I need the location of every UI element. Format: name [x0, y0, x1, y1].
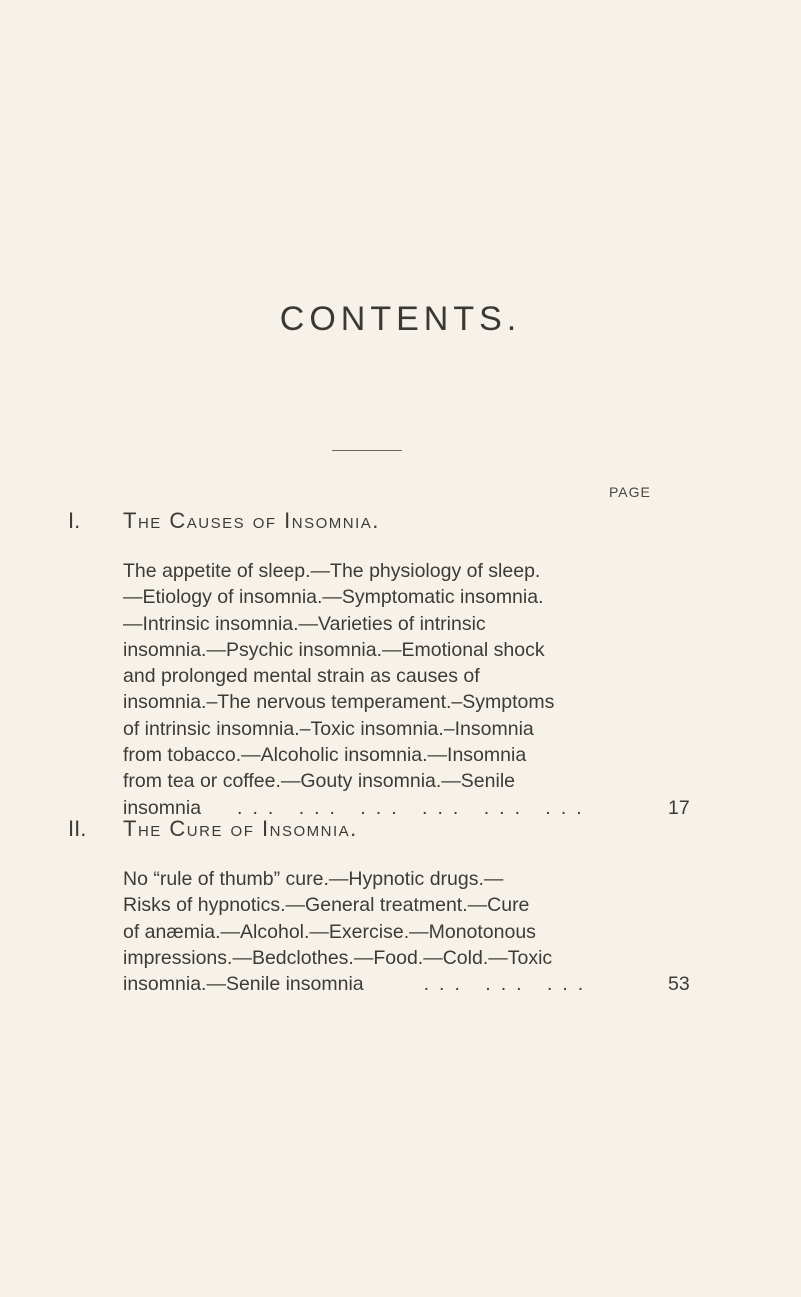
summary-line: —Intrinsic insomnia.—Varieties of intrinsic	[123, 612, 486, 635]
summary-line: from tea or coffee.—Gouty insomnia.—Senile	[123, 770, 515, 793]
dot-leaders: ... ... ... ... ... ...	[237, 796, 592, 819]
summary-line: insomnia.—Psychic insomnia.—Emotional shock	[123, 638, 545, 661]
summary-line: and prolonged mental strain as causes of	[123, 665, 480, 688]
summary-line: The appetite of sleep.—The physiology of sleep.	[123, 560, 541, 582]
chapter-1-entry	[68, 508, 728, 821]
dot-leaders: ... ... ...	[423, 973, 594, 996]
summary-line: insomnia.–The nervous temperament.–Symptoms	[123, 691, 555, 714]
summary-line-end: insomnia.—Senile insomnia	[123, 973, 364, 996]
summary-line: Risks of hypnotics.—General treatment.—Cure	[123, 894, 530, 917]
chapter-2-entry	[68, 816, 728, 997]
summary-line-end: insomnia	[123, 796, 202, 819]
page-number: 17	[668, 796, 690, 819]
page-column-header: PAGE	[609, 484, 651, 500]
chapter-summary	[123, 558, 708, 821]
chapter-number: I.	[68, 508, 81, 533]
page-title: CONTENTS.	[279, 300, 522, 338]
chapter-number: II.	[68, 816, 87, 841]
summary-line: —Etiology of insomnia.—Symptomatic insomnia.	[123, 586, 544, 609]
summary-line: impressions.—Bedclothes.—Food.—Cold.—Toxic	[123, 946, 553, 969]
chapter-heading	[68, 816, 728, 846]
chapter-title: The Causes of Insomnia.	[123, 508, 380, 533]
title-rule	[332, 450, 402, 451]
page-number: 53	[668, 973, 690, 996]
chapter-title: The Cure of Insomnia.	[123, 816, 358, 841]
chapter-heading	[68, 508, 728, 538]
summary-line: of intrinsic insomnia.–Toxic insomnia.–Insomnia	[123, 717, 534, 740]
summary-last-line	[123, 971, 708, 997]
summary-line: No “rule of thumb” cure.—Hypnotic drugs.—	[123, 868, 504, 890]
chapter-summary	[123, 866, 708, 997]
summary-line: from tobacco.—Alcoholic insomnia.—Insomnia	[123, 744, 527, 767]
summary-line: of anæmia.—Alcohol.—Exercise.—Monotonous	[123, 920, 536, 943]
